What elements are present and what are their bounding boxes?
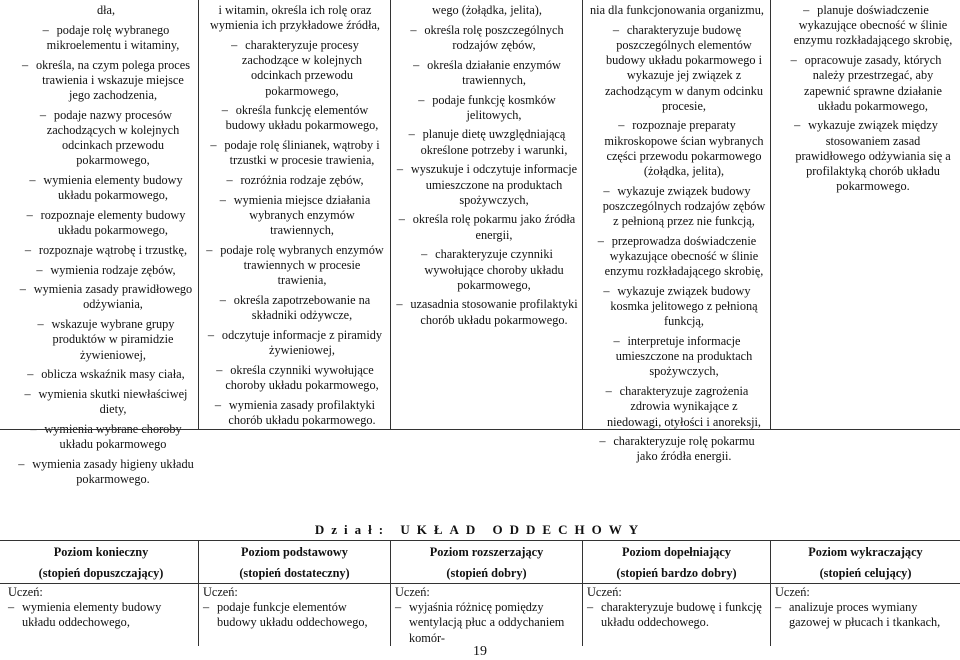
- requirement-item: [396, 127, 578, 157]
- requirement-text: wyszukuje i odczytuje informacje umieszczone na produktach spożywczych,: [410, 162, 578, 207]
- dash-bullet: –: [398, 212, 405, 227]
- dash-bullet: –: [36, 262, 43, 277]
- requirement-item: [18, 367, 194, 382]
- dash-bullet: –: [587, 600, 594, 615]
- student-label: Uczeń:: [395, 585, 430, 599]
- dash-bullet: –: [206, 242, 213, 257]
- requirement-item: [18, 317, 194, 363]
- requirement-item: [776, 53, 956, 114]
- student-label: Uczeń:: [203, 585, 238, 599]
- requirement-item: [396, 162, 578, 208]
- requirement-item: [396, 247, 578, 293]
- requirement-text: interpretuje informacje umieszczone na produktach spożywczych,: [615, 334, 753, 379]
- requirement-item: [204, 38, 386, 99]
- level-wykraczajacy: [770, 541, 960, 646]
- dash-bullet: –: [29, 173, 36, 188]
- dash-bullet: –: [216, 362, 223, 377]
- requirement-item: [18, 263, 194, 278]
- requirement-item: [776, 3, 956, 49]
- dash-bullet: –: [396, 297, 403, 312]
- requirement-text: określa działanie enzymów trawiennych,: [427, 57, 561, 87]
- requirement-text: nia dla funkcjonowania organizmu,: [590, 3, 764, 17]
- level-body: [203, 584, 386, 631]
- requirement-text: rozróżnia rodzaje zębów,: [240, 173, 364, 188]
- student-label: Uczeń:: [775, 585, 810, 599]
- requirement-text: wymienia elementy budowy układu oddechowego,: [22, 600, 162, 630]
- requirement-text: wykazuje związek między stosowaniem zasad prawidłowego odżywiania się a profilaktyką chorób układu pokarmowego.: [795, 118, 951, 194]
- requirement-item: [204, 173, 386, 188]
- dash-bullet: –: [603, 283, 610, 298]
- requirement-item: [204, 363, 386, 393]
- level-name: Poziom podstawowy: [241, 545, 348, 559]
- requirement-text: wymienia miejsce działania wybranych enzymów trawiennych,: [233, 192, 371, 238]
- requirement-item: [776, 118, 956, 194]
- dash-bullet: –: [22, 57, 29, 72]
- requirement-item: [204, 398, 386, 428]
- requirement-item: [588, 234, 766, 280]
- requirement-text: wymienia skutki niewłaściwej diety,: [38, 386, 188, 417]
- dash-bullet: –: [19, 282, 26, 297]
- requirement-item: [203, 600, 386, 630]
- dash-bullet: –: [210, 138, 217, 153]
- requirement-text: wyjaśnia różnicę pomiędzy wentylacją płuc a oddychaniem komór-: [409, 600, 565, 645]
- requirement-text: podaje funkcje elementów budowy układu oddechowego,: [217, 600, 368, 630]
- column-podstawowy: [198, 0, 390, 430]
- dash-bullet: –: [605, 384, 612, 399]
- requirement-text: podaje nazwy procesów zachodzących w kolejnych odcinkach przewodu pokarmowego,: [46, 107, 180, 168]
- dash-bullet: –: [42, 22, 49, 37]
- dash-bullet: –: [26, 207, 33, 222]
- levels-table: [0, 540, 960, 646]
- requirement-item: [588, 334, 766, 380]
- requirement-item: [396, 58, 578, 88]
- table-bottom-border: [0, 429, 960, 430]
- requirement-item: [395, 600, 578, 646]
- requirement-text: rozpoznaje preparaty mikroskopowe ścian wybranych części przewodu pokarmowego (żołądka, jelita),: [604, 118, 764, 179]
- level-grade: (stopień dobry): [446, 566, 527, 580]
- requirement-text: wymienia zasady higieny układu pokarmowego.: [32, 456, 194, 486]
- requirement-text: wego (żołądka, jelita),: [432, 3, 542, 17]
- level-konieczny: [0, 541, 198, 646]
- requirement-text: charakteryzuje budowę i funkcję układu oddechowego.: [601, 600, 762, 630]
- dash-bullet: –: [203, 600, 210, 615]
- requirement-text: wymienia zasady prawidłowego odżywiania,: [33, 282, 193, 312]
- requirement-item: [204, 138, 386, 168]
- requirement-item: [18, 457, 194, 487]
- level-name: Poziom dopełniający: [622, 545, 731, 559]
- dash-bullet: –: [221, 103, 228, 118]
- level-grade: (stopień bardzo dobry): [616, 566, 737, 580]
- dash-bullet: –: [413, 57, 420, 72]
- requirement-text: planuje dietę uwzględniającą określone potrzeby i warunki,: [420, 127, 568, 157]
- requirement-item: [775, 600, 956, 630]
- requirement-text: opracowuje zasady, których należy przestrzegać, aby zapewnić sprawne działanie układu pokarmowego,: [804, 53, 942, 113]
- dash-bullet: –: [396, 162, 403, 177]
- student-label: Uczeń:: [587, 585, 622, 599]
- requirement-text: wymienia elementy budowy układu pokarmowego,: [43, 173, 183, 203]
- level-name: Poziom konieczny: [53, 545, 149, 559]
- level-body: [775, 584, 956, 631]
- requirement-text: charakteryzuje budowę poszczególnych elementów budowy układu pokarmowego i wykazuje jej związek z zachodzącym w danym odcinku procesie,: [604, 22, 764, 113]
- level-rozszerzajacy: [390, 541, 582, 646]
- dash-bullet: –: [794, 118, 801, 133]
- requirement-item: [18, 108, 194, 169]
- requirement-item: [18, 243, 194, 258]
- requirement-item: [18, 282, 194, 312]
- requirement-item: [588, 23, 766, 114]
- dash-bullet: –: [37, 317, 44, 332]
- requirement-text: i witamin, określa ich rolę oraz wymienia ich przykładowe źródła,: [209, 3, 381, 33]
- level-grade: (stopień celujący): [819, 566, 912, 580]
- dash-bullet: –: [612, 22, 619, 37]
- requirement-text: rozpoznaje wątrobę i trzustkę,: [38, 242, 188, 257]
- requirement-text: charakteryzuje procesy zachodzące w kolejnych odcinkach przewodu pokarmowego,: [241, 37, 363, 98]
- requirement-item: [588, 118, 766, 179]
- column-rozszerzajacy: [390, 0, 582, 430]
- column-konieczny: [0, 0, 198, 486]
- requirement-item: [204, 293, 386, 323]
- dash-bullet: –: [618, 118, 625, 133]
- level-grade: (stopień dopuszczający): [38, 566, 164, 580]
- dash-bullet: –: [214, 397, 222, 412]
- requirement-text: charakteryzuje zagrożenia zdrowia wynikające z niedowagi, otyłości i anoreksji,: [606, 384, 762, 429]
- requirement-text: wymienia wybrane choroby układu pokarmowego: [44, 421, 182, 452]
- dash-bullet: –: [597, 233, 604, 248]
- requirement-text: rozpoznaje elementy budowy układu pokarmowego,: [40, 207, 186, 238]
- level-name: Poziom rozszerzający: [429, 545, 544, 559]
- page-number: 19: [473, 644, 487, 659]
- requirement-text: wykazuje związek budowy poszczególnych rodzajów zębów z pełnioną przez nie funkcją,: [602, 183, 766, 229]
- requirement-item: [396, 93, 578, 123]
- requirement-item: [18, 58, 194, 104]
- requirement-item: [18, 23, 194, 53]
- requirement-item: [204, 103, 386, 133]
- dash-bullet: –: [803, 3, 810, 17]
- dash-bullet: –: [395, 600, 402, 615]
- requirement-item: [18, 3, 194, 18]
- dash-bullet: –: [27, 367, 34, 382]
- requirement-text: określa funkcję elementów budowy układu pokarmowego,: [225, 103, 379, 133]
- requirement-text: wskazuje wybrane grupy produktów w piramidzie żywieniowej,: [51, 317, 175, 362]
- requirement-text: podaje funkcję kosmków jelitowych,: [432, 92, 556, 122]
- requirement-text: wymienia rodzaje zębów,: [50, 262, 176, 277]
- requirement-item: [204, 243, 386, 289]
- dash-bullet: –: [18, 456, 25, 471]
- requirement-text: określa czynniki wywołujące choroby układu pokarmowego,: [225, 362, 379, 392]
- level-grade: (stopień dostateczny): [239, 566, 350, 580]
- requirement-text: analizuje proces wymiany gazowej w płucach i tkankach,: [789, 600, 941, 630]
- requirement-item: [18, 208, 194, 238]
- requirement-text: wymienia zasady profilaktyki chorób układu pokarmowego.: [228, 397, 376, 427]
- requirement-text: odczytuje informacje z piramidy żywieniowej,: [221, 327, 383, 358]
- requirement-item: [588, 284, 766, 330]
- dash-bullet: –: [613, 334, 620, 349]
- dash-bullet: –: [603, 183, 610, 198]
- requirement-text: charakteryzuje rolę pokarmu jako źródła energii.: [613, 434, 755, 464]
- dash-bullet: –: [226, 173, 233, 188]
- requirement-item: [588, 3, 766, 18]
- requirement-item: [587, 600, 766, 630]
- requirement-text: wykazuje związek budowy kosmka jelitowego z pełnioną funkcją,: [610, 283, 758, 329]
- requirement-item: [204, 3, 386, 33]
- dash-bullet: –: [410, 22, 417, 37]
- column-dopelniajacy: [582, 0, 770, 464]
- requirement-item: [204, 328, 386, 358]
- dash-bullet: –: [790, 53, 797, 68]
- requirement-text: określa, na czym polega proces trawienia i wskazuje miejsce jego zachodzenia,: [36, 57, 190, 103]
- level-dopelniajacy: [582, 541, 770, 646]
- requirement-text: charakteryzuje czynniki wywołujące choroby układu pokarmowego,: [424, 247, 564, 292]
- dash-bullet: –: [219, 292, 226, 307]
- dash-bullet: –: [599, 434, 606, 449]
- requirement-text: określa rolę pokarmu jako źródła energii,: [412, 212, 576, 242]
- requirement-text: przeprowadza doświadczenie wykazujące obecność w ślinie enzymu rozkładającego skrobię,: [604, 233, 764, 279]
- requirement-item: [588, 184, 766, 230]
- requirement-text: planuje doświadczenie wykazujące obecność w ślinie enzymu rozkładającego skrobię,: [793, 3, 953, 48]
- requirement-text: określa rolę poszczególnych rodzajów zębów,: [424, 22, 564, 52]
- dash-bullet: –: [39, 107, 47, 122]
- level-body: [395, 584, 578, 646]
- requirement-item: [18, 387, 194, 417]
- dash-bullet: –: [775, 600, 782, 615]
- requirement-item: [204, 193, 386, 239]
- level-podstawowy: [198, 541, 390, 646]
- dash-bullet: –: [8, 600, 15, 615]
- requirement-text: określa zapotrzebowanie na składniki odżywcze,: [233, 292, 371, 323]
- dash-bullet: –: [408, 127, 415, 142]
- dash-bullet: –: [231, 37, 238, 52]
- section-title: Dział: UKŁAD ODDECHOWY: [314, 522, 646, 537]
- requirement-item: [18, 422, 194, 452]
- requirement-text: podaje rolę wybranych enzymów trawiennych w procesie trawienia,: [220, 242, 384, 288]
- dash-bullet: –: [24, 386, 31, 401]
- dash-bullet: –: [421, 247, 428, 262]
- requirement-text: oblicza wskaźnik masy ciała,: [41, 367, 185, 382]
- requirement-item: [396, 297, 578, 327]
- requirement-text: podaje rolę wybranego mikroelementu i witaminy,: [46, 22, 180, 52]
- requirement-text: dła,: [96, 3, 116, 17]
- requirement-text: podaje rolę ślinianek, wątroby i trzustki w procesie trawienia,: [224, 138, 380, 168]
- requirement-item: [588, 384, 766, 430]
- requirement-item: [588, 434, 766, 464]
- requirement-item: [18, 173, 194, 203]
- requirement-item: [396, 23, 578, 53]
- student-label: Uczeń:: [8, 585, 43, 599]
- requirement-item: [396, 3, 578, 18]
- level-name: Poziom wykraczający: [808, 545, 923, 559]
- requirement-item: [396, 212, 578, 242]
- dash-bullet: –: [219, 192, 226, 207]
- level-body: [587, 584, 766, 631]
- dash-bullet: –: [24, 242, 32, 257]
- requirement-item: [8, 600, 194, 630]
- dash-bullet: –: [207, 327, 215, 342]
- column-wykraczajacy: [770, 0, 960, 430]
- requirement-text: uzasadnia stosowanie profilaktyki chorób układu pokarmowego.: [410, 297, 578, 327]
- level-body: [8, 584, 194, 631]
- dash-bullet: –: [30, 421, 37, 436]
- dash-bullet: –: [418, 92, 425, 107]
